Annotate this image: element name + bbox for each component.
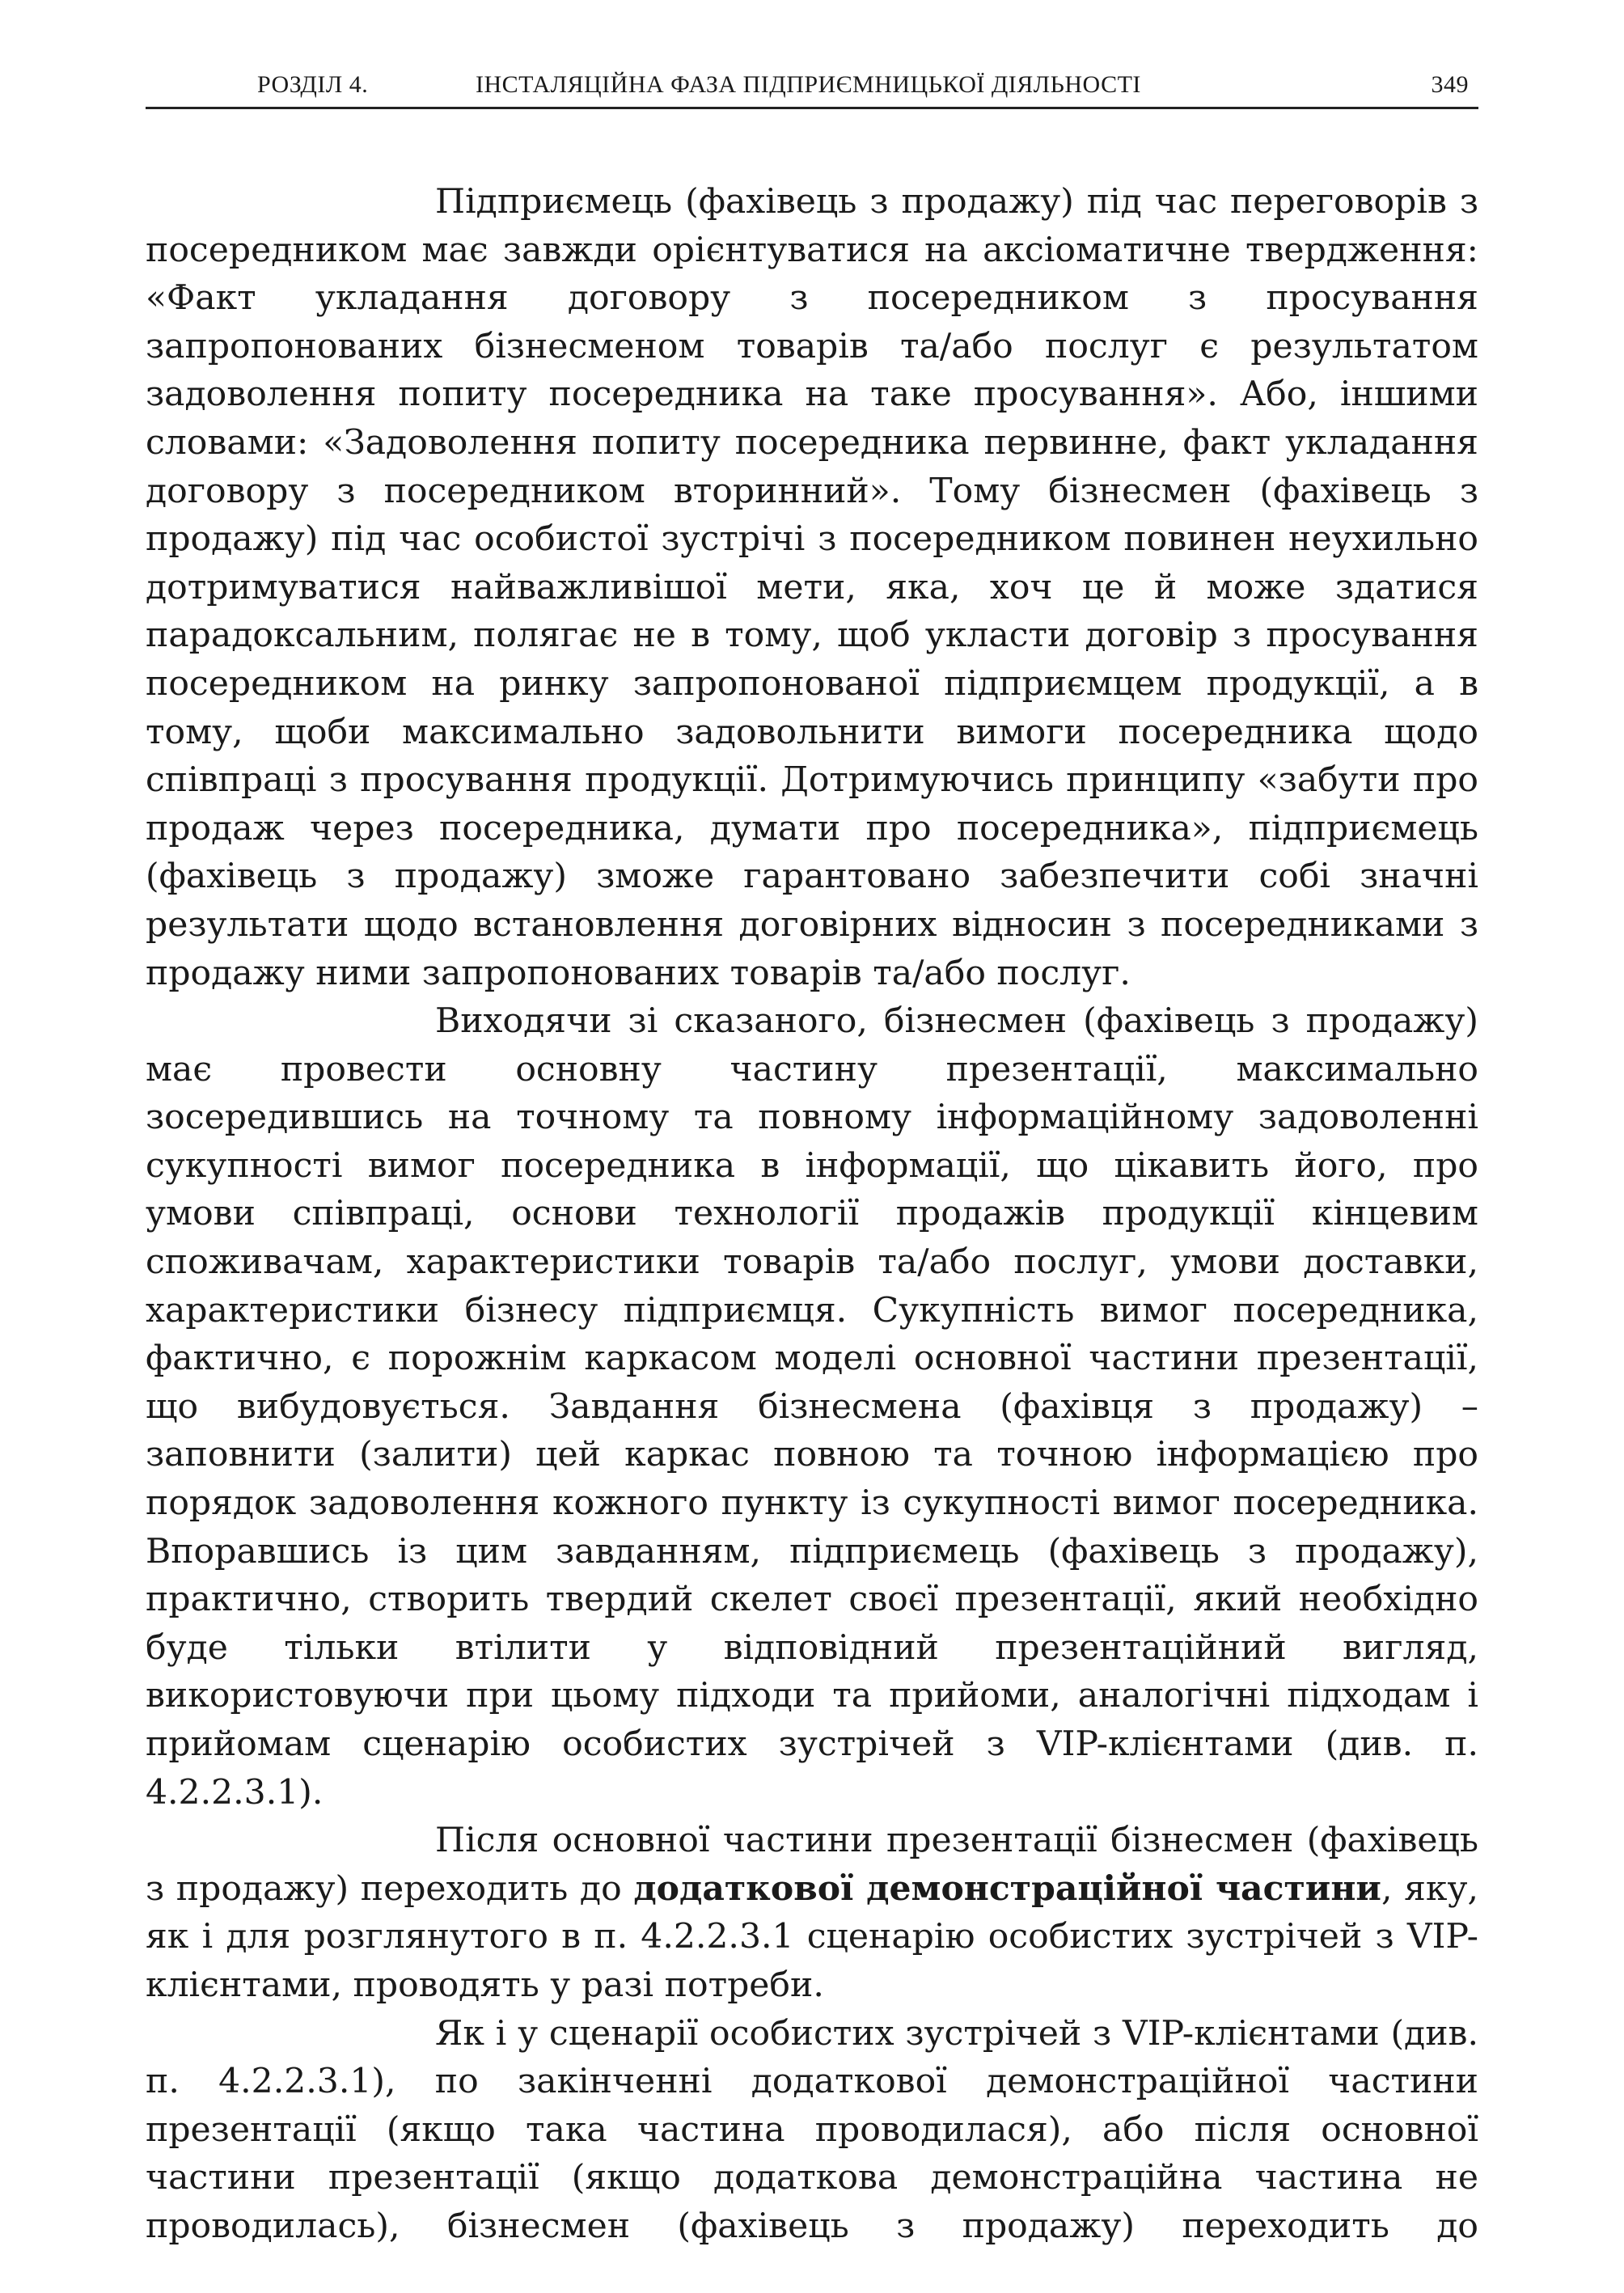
paragraph-4: Як і у сценарії особистих зустрічей з VIP-клієнтами (див. п. 4.2.2.3.1), по закінченні додаткової демонстраційної частини презентації (якщо така частина проводилася), або після основної частини презентації (якщо додаткова демонстраційна частина не проводилась), бізнесмен (фахівець з продажу) переходить до xyxy=(146,2013,1478,2246)
paragraph-2: Виходячи зі сказаного, бізнесмен (фахівець з продажу) має провести основну частину презентації, максимально зосередившись на точному та повному інформаційному задоволенні сукупності вимог посередника в інформації, що цікавить його, про умови співпраці, основи технології продажів продукції кінцевим споживачам, характеристики товарів та/або послуг, умови доставки, характеристики бізнесу підприємця. Сукупність вимог посередника, фактично, є порожнім каркасом моделі основної частини презентації, що вибудовується. Завдання бізнесмена (фахівця з продажу) – заповнити (залити) цей каркас повною та точною інформацією про порядок задоволення кожного пункту із сукупності вимог посередника. Впоравшись із цим завданням, підприємець (фахівець з продажу), практично, створить твердий скелет своєї презентації, який необхідно буде тільки втілити у відповідний презентаційний вигляд, використовуючи при цьому підходи та прийоми, аналогічні підходам і прийомам сценарію особистих зустрічей з VIP-клієнтами (див. п. 4.2.2.3.1). xyxy=(146,1001,1478,1813)
paragraph-3-bold-term: додаткової демонстраційної частини xyxy=(633,1868,1381,1909)
header-chapter-title: ІНСТАЛЯЦІЙНА ФАЗА ПІДПРИЄМНИЦЬКОЇ ДІЯЛЬНОСТІ xyxy=(476,71,1141,98)
paragraph-3 xyxy=(146,1817,1478,2009)
paragraph-3-text-end: , яку, як і для розглянутого в п. 4.2.2.3.1 сценарію особистих зустрічей з VIP-клієнтами, проводять у разі потреби. xyxy=(146,1868,1478,2005)
page-body xyxy=(146,178,1478,2251)
paragraph-3-text-start: Після основної частини презентації бізнесмен (фахівець з продажу) переходить до xyxy=(146,1821,1478,1909)
running-header xyxy=(146,66,1478,109)
paragraph-1: Підприємець (фахівець з продажу) під час переговорів з посередником має завжди орієнтуватися на аксіоматичне твердження: «Факт укладання договору з посередником з просування запропонованих бізнесменом товарів та/або послуг є результатом задоволення попиту посередника на таке просування». Або, іншими словами: «Задоволення попиту посередника первинне, факт укладання договору з посередником вторинний». Тому бізнесмен (фахівець з продажу) під час особистої зустрічі з посередником повинен неухильно дотримуватися найважливішої мети, яка, хоч це й може здатися парадоксальним, полягає не в тому, щоб укласти договір з просування посередником на ринку запропонованої підприємцем продукції, а в тому, щоби максимально задовольнити вимоги посередника щодо співпраці з просування продукції. Дотримуючись принципу «забути про продаж через посередника, думати про посередника», підприємець (фахівець з продажу) зможе гарантовано забезпечити собі значні результати щодо встановлення договірних відносин з посередниками з продажу ними запропонованих товарів та/або послуг. xyxy=(146,182,1478,993)
page-number: 349 xyxy=(1431,71,1469,98)
header-section-label: РОЗДІЛ 4. xyxy=(257,71,369,98)
